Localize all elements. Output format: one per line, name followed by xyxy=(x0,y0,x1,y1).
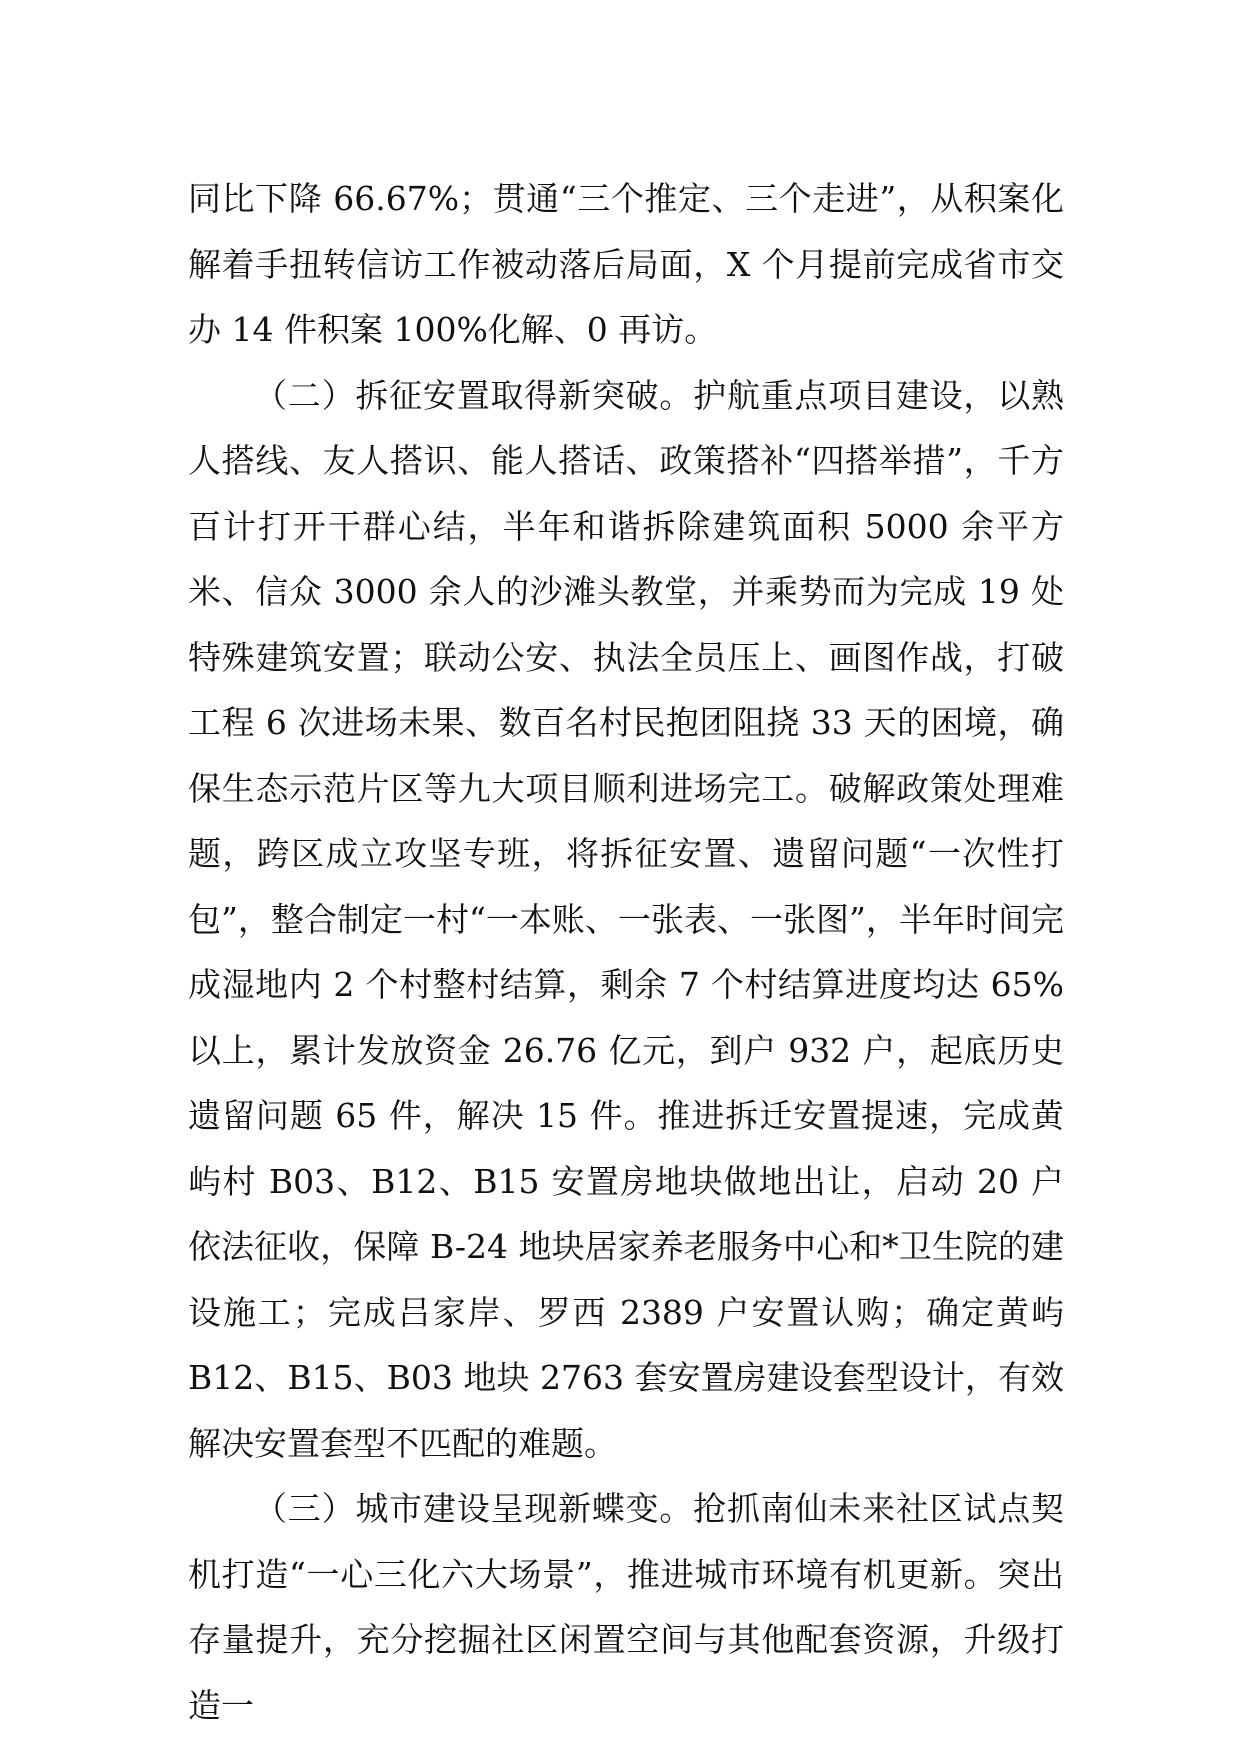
paragraph-1: 同比下降 66.67%；贯通“三个推定、三个走进”，从积案化解着手扭转信访工作被动落后局面，X 个月提前完成省市交办 14 件积案 100%化解、0 再访。 xyxy=(188,179,1064,349)
document-body xyxy=(188,166,1064,1738)
paragraph-3-urban-construction: （三）城市建设呈现新蝶变。抢抓南仙未来社区试点契机打造“一心三化六大场景”，推进城市环境有机更新。突出存量提升，充分挖掘社区闲置空间与其他配套资源，升级打造一 xyxy=(188,1489,1064,1725)
paragraph-2-demolition-resettlement: （二）拆征安置取得新突破。护航重点项目建设，以熟人搭线、友人搭识、能人搭话、政策搭补“四搭举措”，千方百计打开干群心结，半年和谐拆除建筑面积 5000 余平方米、信众 3000 余人的沙滩头教堂，并乘势而为完成 19 处特殊建筑安置；联动公安、执法全员压上、画图作战，打破工程 6 次进场未果、数百名村民抱团阻挠 33 天的困境，确保生态示范片区等九大项目顺利进场完工。破解政策处理难题，跨区成立攻坚专班，将拆征安置、遗留问题“一次性打包”，整合制定一村“一本账、一张表、一张图”，半年时间完成湿地内 2 个村整村结算，剩余 7 个村结算进度均达 65%以上，累计发放资金 26.76 亿元，到户 932 户，起底历史遗留问题 65 件，解决 15 件。推进拆迁安置提速，完成黄屿村 B03、B12、B15 安置房地块做地出让，启动 20 户依法征收，保障 B-24 地块居家养老服务中心和*卫生院的建设施工；完成吕家岸、罗西 2389 户安置认购；确定黄屿 B12、B15、B03 地块 2763 套安置房建设套型设计，有效解决安置套型不匹配的难题。 xyxy=(188,375,1064,1463)
